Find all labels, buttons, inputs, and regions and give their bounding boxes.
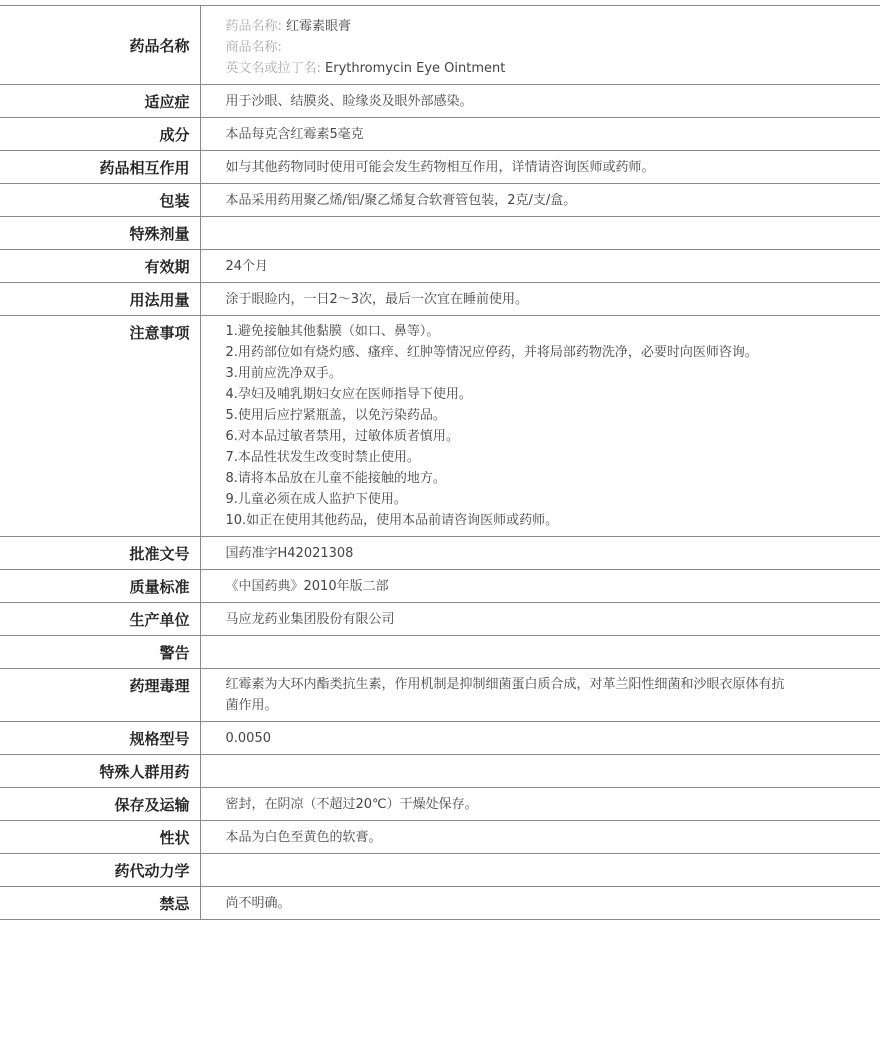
- generic-name-line: [226, 16, 791, 37]
- row-indications: [0, 85, 880, 118]
- row-storage: [0, 788, 880, 821]
- value-manufacturer: 马应龙药业集团股份有限公司: [200, 603, 880, 636]
- row-special-population: [0, 755, 880, 788]
- label-pharmacokinetics: 药代动力学: [0, 854, 200, 887]
- trade-name-key: 商品名称:: [225, 39, 282, 55]
- precaution-item: 9.儿童必须在成人监护下使用。: [225, 492, 407, 507]
- value-contraindications: 尚不明确。: [200, 887, 880, 920]
- row-interactions: [0, 151, 880, 184]
- value-appearance: 本品为白色至黄色的软膏。: [200, 821, 880, 854]
- label-manufacturer: 生产单位: [0, 603, 200, 636]
- label-interactions: 药品相互作用: [0, 151, 200, 184]
- label-appearance: 性状: [0, 821, 200, 854]
- value-warning: [200, 636, 880, 669]
- precaution-item: 6.对本品过敏者禁用，过敏体质者慎用。: [225, 429, 459, 444]
- label-ingredients: 成分: [0, 118, 200, 151]
- row-appearance: [0, 821, 880, 854]
- precaution-item: 5.使用后应拧紧瓶盖，以免污染药品。: [225, 408, 446, 423]
- label-drug-name: 药品名称: [0, 6, 200, 85]
- row-approval-number: [0, 537, 880, 570]
- label-precautions: 注意事项: [0, 316, 200, 537]
- generic-name-key: 药品名称:: [225, 18, 282, 34]
- value-special-population: [200, 755, 880, 788]
- row-usage-dosage: [0, 283, 880, 316]
- row-pharmacology: [0, 669, 880, 722]
- precaution-item: 1.避免接触其他黏膜（如口、鼻等）。: [225, 324, 440, 339]
- row-precautions: [0, 316, 880, 537]
- label-contraindications: 禁忌: [0, 887, 200, 920]
- value-ingredients: 本品每克含红霉素5毫克: [200, 118, 880, 151]
- label-packaging: 包装: [0, 184, 200, 217]
- label-usage-dosage: 用法用量: [0, 283, 200, 316]
- row-quality-standard: [0, 570, 880, 603]
- trade-name-line: [226, 37, 791, 58]
- label-special-dosage: 特殊剂量: [0, 217, 200, 250]
- label-special-population: 特殊人群用药: [0, 755, 200, 788]
- label-specification: 规格型号: [0, 722, 200, 755]
- precaution-item: 7.本品性状发生改变时禁止使用。: [225, 450, 420, 465]
- value-precautions: [200, 316, 880, 537]
- value-interactions: 如与其他药物同时使用可能会发生药物相互作用，详情请咨询医师或药师。: [200, 151, 880, 184]
- value-quality-standard: 《中国药典》2010年版二部: [200, 570, 880, 603]
- value-storage: 密封，在阴凉（不超过20℃）干燥处保存。: [200, 788, 880, 821]
- drug-names-block: [200, 6, 880, 85]
- row-specification: [0, 722, 880, 755]
- value-approval-number: 国药准字H42021308: [200, 537, 880, 570]
- value-packaging: 本品采用药用聚乙烯/铝/聚乙烯复合软膏管包装，2克/支/盒。: [200, 184, 880, 217]
- precaution-item: 10.如正在使用其他药品，使用本品前请咨询医师或药师。: [225, 513, 559, 528]
- label-approval-number: 批准文号: [0, 537, 200, 570]
- row-pharmacokinetics: [0, 854, 880, 887]
- row-warning: [0, 636, 880, 669]
- row-shelf-life: [0, 250, 880, 283]
- label-pharmacology: 药理毒理: [0, 669, 200, 722]
- value-specification: 0.0050: [200, 722, 880, 755]
- row-packaging: [0, 184, 880, 217]
- row-contraindications: [0, 887, 880, 920]
- english-name-value: Erythromycin Eye Ointment: [325, 60, 506, 76]
- value-pharmacokinetics: [200, 854, 880, 887]
- label-quality-standard: 质量标准: [0, 570, 200, 603]
- precaution-item: 8.请将本品放在儿童不能接触的地方。: [225, 471, 446, 486]
- row-ingredients: [0, 118, 880, 151]
- value-pharmacology: 红霉素为大环内酯类抗生素，作用机制是抑制细菌蛋白质合成，对革兰阳性细菌和沙眼衣原体有抗菌作用。: [200, 669, 880, 722]
- row-manufacturer: [0, 603, 880, 636]
- value-indications: 用于沙眼、结膜炎、睑缘炎及眼外部感染。: [200, 85, 880, 118]
- label-shelf-life: 有效期: [0, 250, 200, 283]
- generic-name-value: 红霉素眼膏: [286, 18, 352, 34]
- value-usage-dosage: 涂于眼睑内，一日2～3次，最后一次宜在睡前使用。: [200, 283, 880, 316]
- value-shelf-life: 24个月: [200, 250, 880, 283]
- precaution-item: 4.孕妇及哺乳期妇女应在医师指导下使用。: [225, 387, 472, 402]
- row-special-dosage: [0, 217, 880, 250]
- value-special-dosage: [200, 217, 880, 250]
- label-storage: 保存及运输: [0, 788, 200, 821]
- drug-spec-table: [0, 5, 880, 920]
- english-name-key: 英文名或拉丁名:: [225, 60, 321, 76]
- english-name-line: [226, 58, 791, 79]
- label-warning: 警告: [0, 636, 200, 669]
- row-drug-name: [0, 6, 880, 85]
- precaution-item: 2.用药部位如有烧灼感、瘙痒、红肿等情况应停药，并将局部药物洗净，必要时向医师咨询。: [225, 345, 758, 360]
- precaution-item: 3.用前应洗净双手。: [225, 366, 342, 381]
- label-indications: 适应症: [0, 85, 200, 118]
